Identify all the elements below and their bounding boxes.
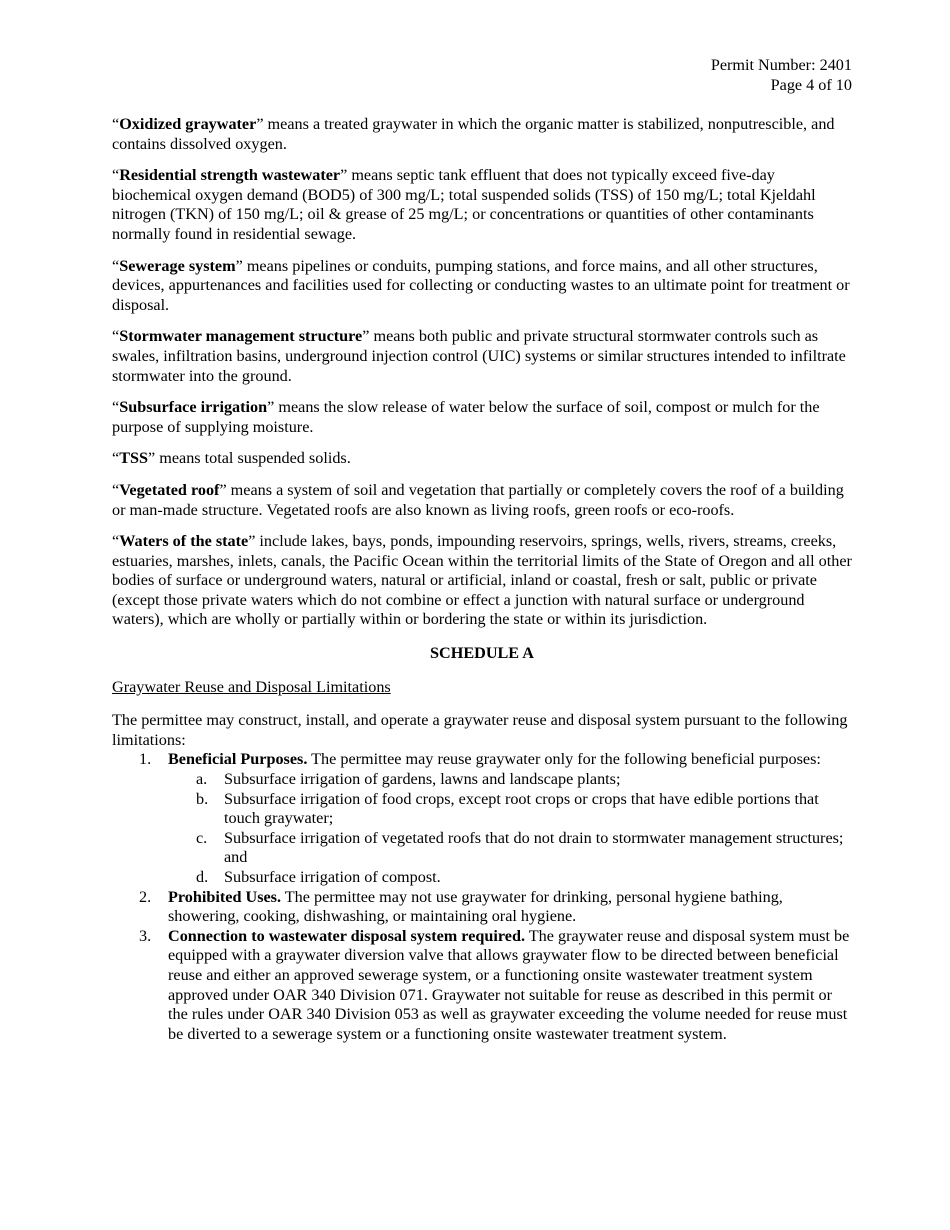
limitation-title: Connection to wastewater disposal system required. xyxy=(168,926,526,945)
list-letter: c. xyxy=(196,828,208,847)
limitations-list xyxy=(112,750,852,1044)
limitation-beneficial-purposes xyxy=(112,750,852,887)
beneficial-purposes-sublist xyxy=(168,770,852,888)
page-number: Page 4 of 10 xyxy=(770,76,852,94)
definition-stormwater-management-structure: “Stormwater management structure” means both public and private structural stormwater controls such as swales, infiltration basins, underground injection control (UIC) systems or similar structures intended to infiltrate stormwater into the ground. xyxy=(112,327,846,385)
list-number: 1. xyxy=(139,750,152,769)
definition-text: ” means pipelines or conduits, pumping stations, and force mains, and all other structures, devices, appurtenances and facilities used for collecting or conducting wastes to an ultimate point for treatment or disposal. xyxy=(112,256,850,314)
definition-term: Waters of the state xyxy=(119,532,249,551)
definition-sewerage-system: “Sewerage system” means pipelines or conduits, pumping stations, and force mains, and all other structures, devices, appurtenances and facilities used for collecting or conducting wastes to an ultimate point for treatment or disposal. xyxy=(112,256,850,314)
limitation-text: The graywater reuse and disposal system must be equipped with a graywater diversion valve that allows graywater flow to be directed between beneficial reuse and either an approved sewerage system, or a functioning onsite wastewater treatment system approved under OAR 340 Division 071. Graywater not suitable for reuse as described in this permit or the rules under OAR 340 Division 053 as well as graywater exceeding the volume needed for reuse must be diverted to a sewerage system or a functioning onsite wastewater treatment system. xyxy=(168,926,850,1043)
list-number: 2. xyxy=(139,887,152,906)
definition-term: Vegetated roof xyxy=(119,480,220,499)
definition-subsurface-irrigation: “Subsurface irrigation” means the slow release of water below the surface of soil, compost or mulch for the purpose of supplying moisture. xyxy=(112,398,820,436)
limitation-text: The permittee may not use graywater for drinking, personal hygiene bathing, showering, cooking, dishwashing, or maintaining oral hygiene. xyxy=(168,887,783,926)
definition-text: ” include lakes, bays, ponds, impounding reservoirs, springs, wells, rivers, streams, creeks, estuaries, marshes, inlets, canals, the Pacific Ocean within the territorial limits of the State of Oregon and all other bodies of surface or underground waters, natural or artificial, inland or coastal, fresh or salt, public or private (except those private waters which do not combine or effect a junction with natural surface or underground waters), which are wholly or partially within or bordering the state or within its jurisdiction. xyxy=(112,532,852,629)
definition-text: ” means both public and private structural stormwater controls such as swales, infiltration basins, underground injection control (UIC) systems or similar structures intended to infiltrate stormwater into the ground. xyxy=(112,327,846,385)
list-letter: d. xyxy=(196,868,209,886)
definition-vegetated-roof: “Vegetated roof” means a system of soil and vegetation that partially or completely covers the roof of a building or man-made structure. Vegetated roofs are also known as living roofs, green roofs or eco-roofs. xyxy=(112,480,844,519)
list-number: 3. xyxy=(139,926,152,945)
definition-oxidized-graywater: “Oxidized graywater” means a treated graywater in which the organic matter is stabilized, nonputrescible, and contains dissolved oxygen. xyxy=(112,115,835,153)
list-item: b. Subsurface irrigation of food crops, except root crops or crops that have edible portions that touch graywater; xyxy=(196,789,819,828)
list-item: c. Subsurface irrigation of vegetated roofs that do not drain to stormwater management structures; and xyxy=(196,828,844,867)
limitation-title: Beneficial Purposes. xyxy=(168,750,308,769)
list-letter: b. xyxy=(196,789,209,808)
document-page xyxy=(112,55,852,1044)
definition-term: Residential strength wastewater xyxy=(119,166,341,185)
definition-term: Oxidized graywater xyxy=(119,115,257,133)
definition-text: ” means the slow release of water below the surface of soil, compost or mulch for the purpose of supplying moisture. xyxy=(112,398,820,436)
limitation-connection-required xyxy=(112,927,852,1045)
definition-text: ” means total suspended solids. xyxy=(148,449,351,468)
limitation-prohibited-uses xyxy=(112,888,852,927)
permit-number: Permit Number: 2401 xyxy=(710,56,852,74)
list-item: a. Subsurface irrigation of gardens, lawns and landscape plants; xyxy=(196,770,621,789)
definition-term: Sewerage system xyxy=(119,256,236,275)
definition-term: TSS xyxy=(119,449,148,468)
definition-text: ” means septic tank effluent that does not typically exceed five-day biochemical oxygen demand (BOD5) of 300 mg/L; total suspended solids (TSS) of 150 mg/L; total Kjeldahl nitrogen (TKN) of 150 mg/L; oil & grease of 25 mg/L; or concentrations or quantities of other contaminants normally found in residential sewage. xyxy=(112,166,816,243)
section-heading: Graywater Reuse and Disposal Limitations xyxy=(112,677,391,696)
definition-waters-of-the-state: “Waters of the state” include lakes, bays, ponds, impounding reservoirs, springs, wells, rivers, streams, creeks, estuaries, marshes, inlets, canals, the Pacific Ocean within the territorial limits of the State of Oregon and all other bodies of surface or underground waters, natural or artificial, inland or coastal, fresh or salt, public or private (except those private waters which do not combine or effect a junction with natural surface or underground waters), which are wholly or partially within or bordering the state or within its jurisdiction. xyxy=(112,532,852,629)
definitions xyxy=(112,115,852,630)
list-item: d. Subsurface irrigation of compost. xyxy=(196,868,441,886)
limitation-text: The permittee may reuse graywater only for the following beneficial purposes: xyxy=(307,750,821,769)
definition-term: Stormwater management structure xyxy=(119,327,363,346)
list-letter: a. xyxy=(196,770,208,789)
definition-residential-strength-wastewater: “Residential strength wastewater” means septic tank effluent that does not typically exceed five-day biochemical oxygen demand (BOD5) of 300 mg/L; total suspended solids (TSS) of 150 mg/L; total Kjeldahl nitrogen (TKN) of 150 mg/L; oil & grease of 25 mg/L; or concentrations or quantities of other contaminants normally found in residential sewage. xyxy=(112,166,816,243)
limitation-title: Prohibited Uses. xyxy=(168,887,282,906)
schedule-intro: The permittee may construct, install, and operate a graywater reuse and disposal system pursuant to the following limitations: xyxy=(112,711,848,749)
definition-text: ” means a treated graywater in which the organic matter is stabilized, nonputrescible, and contains dissolved oxygen. xyxy=(112,115,835,153)
schedule-title: SCHEDULE A xyxy=(430,644,534,663)
page-header xyxy=(112,55,852,95)
definition-term: Subsurface irrigation xyxy=(119,398,268,417)
definition-text: ” means a system of soil and vegetation that partially or completely covers the roof of a building or man-made structure. Vegetated roofs are also known as living roofs, green roofs or eco-roofs. xyxy=(112,480,844,519)
definition-tss: “TSS” means total suspended solids. xyxy=(112,449,351,468)
